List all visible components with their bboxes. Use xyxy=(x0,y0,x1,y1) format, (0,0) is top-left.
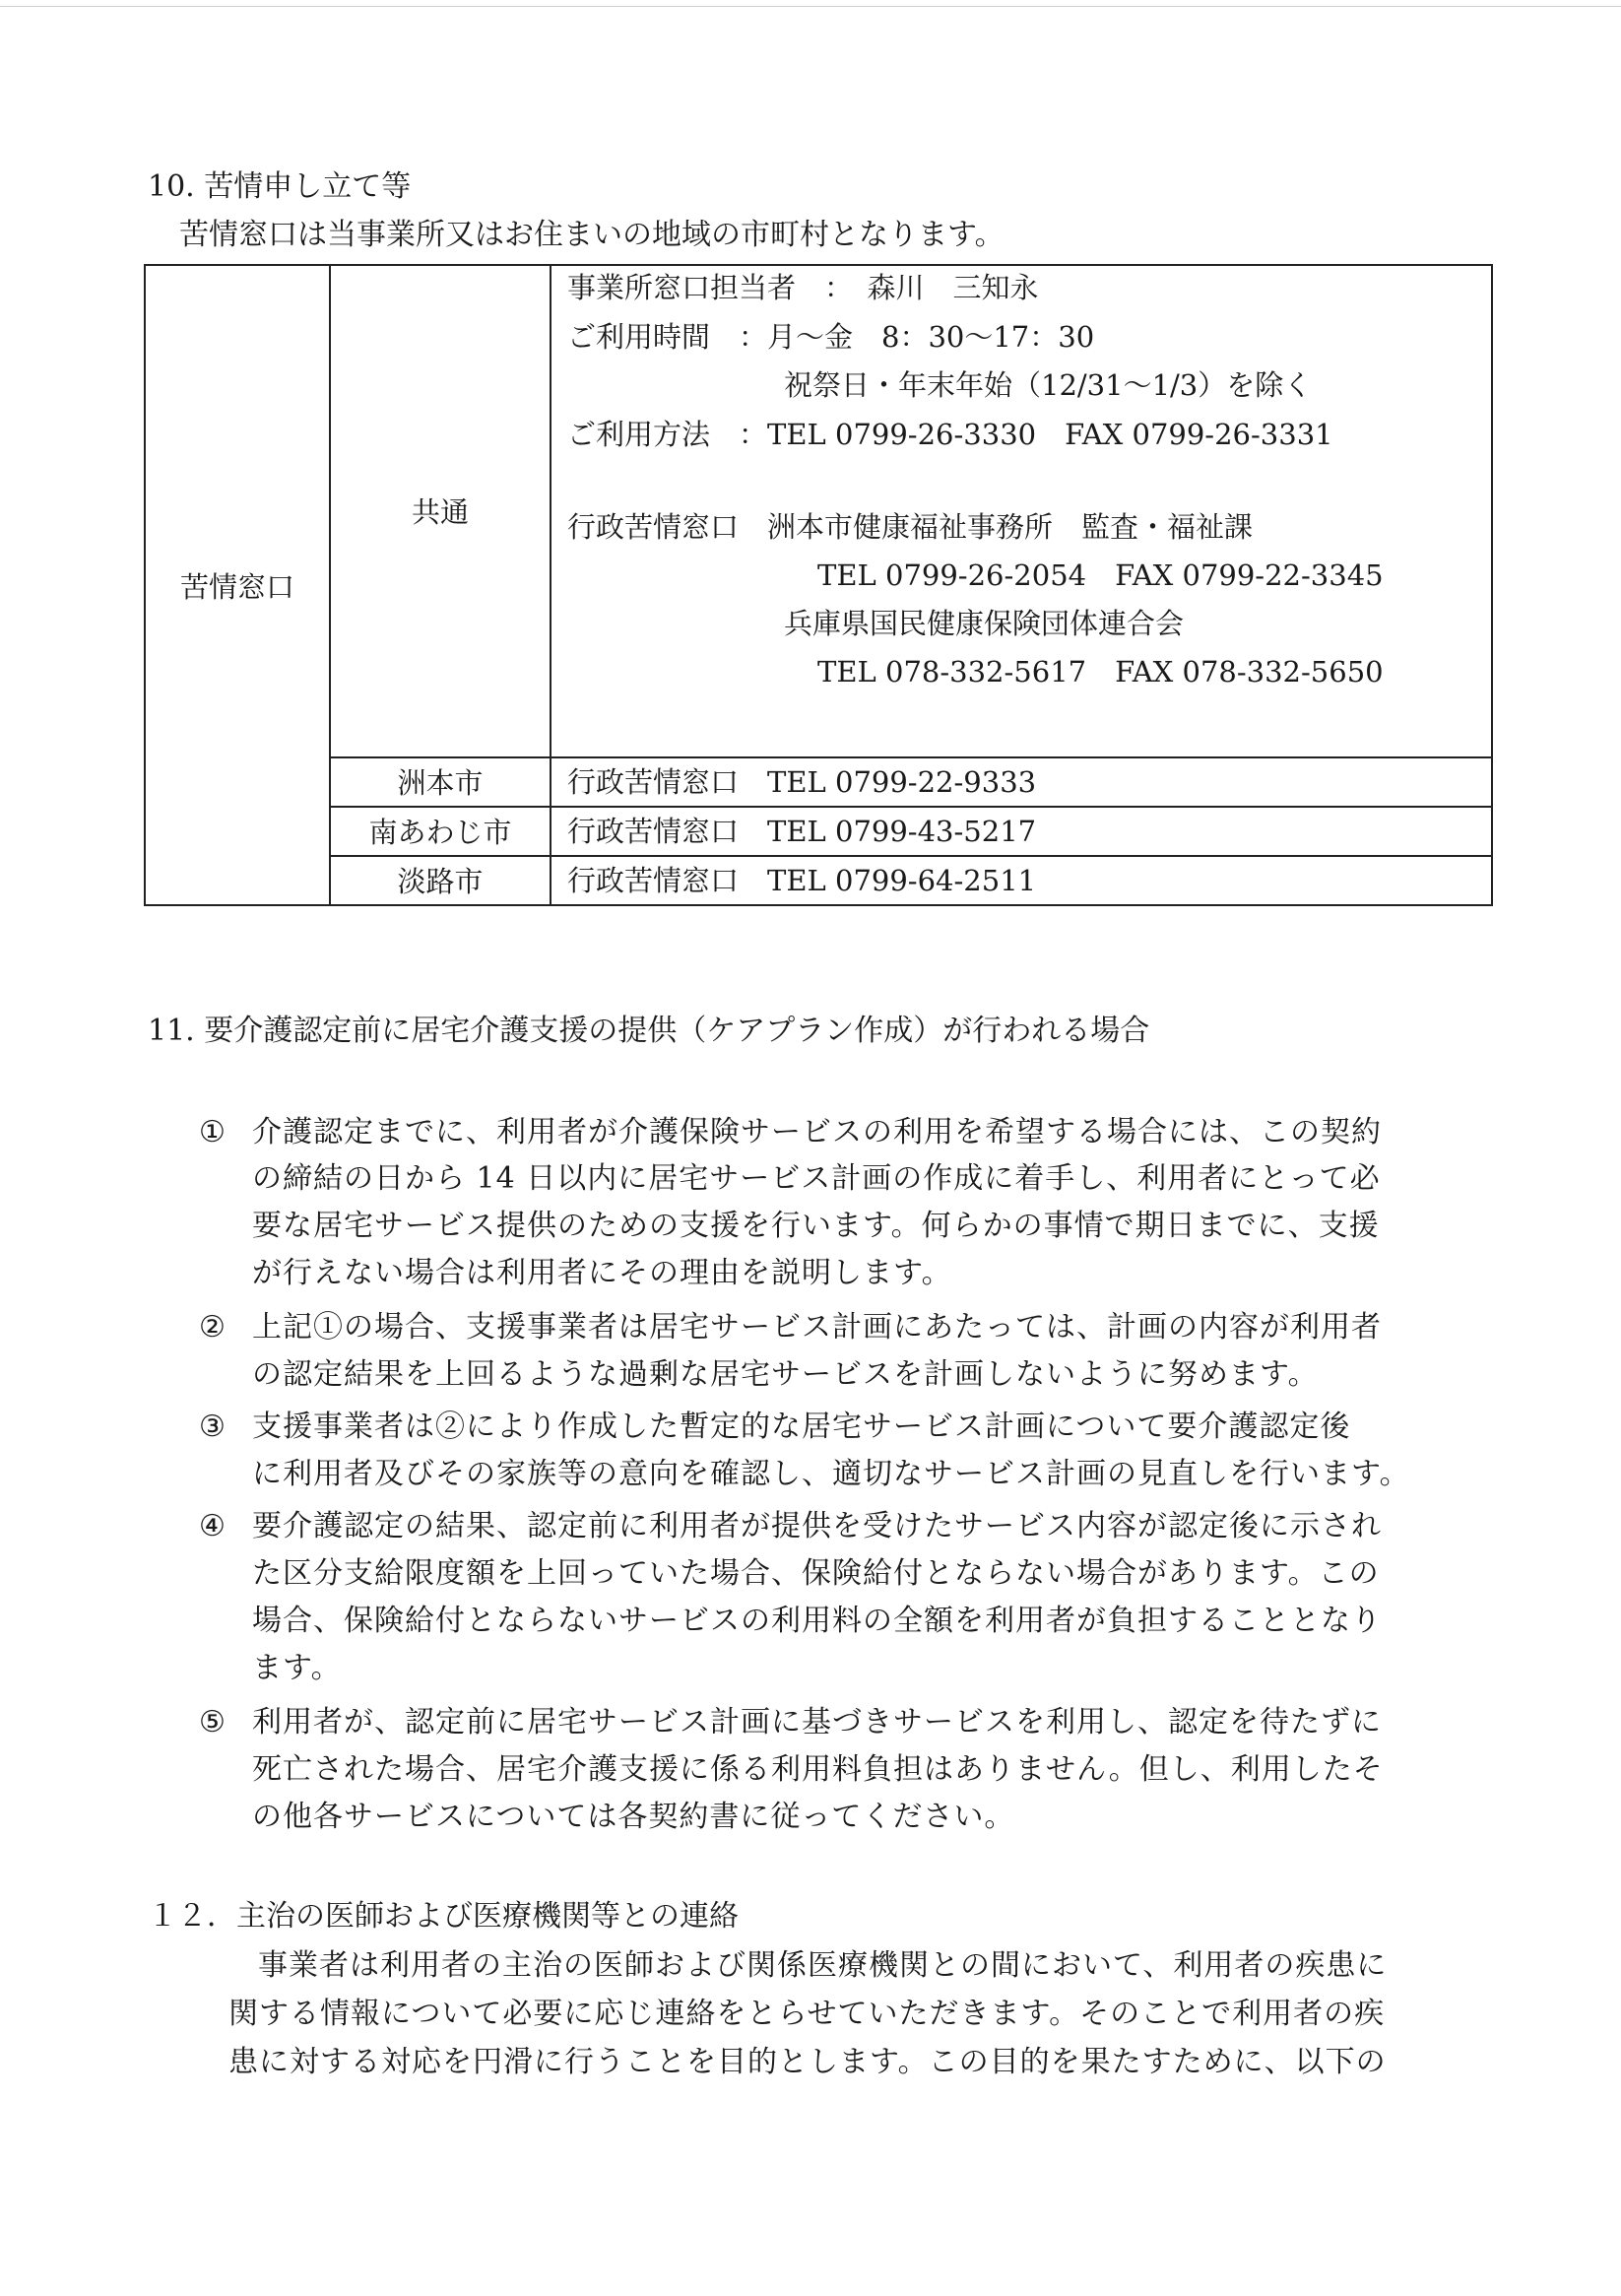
item-5-line: 利用者が、認定前に居宅サービス計画に基づきサービスを利用し、認定を待たずに xyxy=(252,1705,1382,1739)
item-4-line: 要介護認定の結果、認定前に利用者が提供を受けたサービス内容が認定後に示され xyxy=(252,1509,1382,1543)
section-10-heading: 10. 苦情申し立て等 xyxy=(148,169,412,204)
section-11-heading: 11. 要介護認定前に居宅介護支援の提供（ケアプラン作成）が行われる場合 xyxy=(148,1014,1150,1048)
item-2-line: の認定結果を上回るような過剰な居宅サービスを計画しないように努めます。 xyxy=(252,1357,1319,1392)
item-4-line: ます。 xyxy=(252,1651,342,1685)
page-top-edge xyxy=(0,6,1621,7)
section-12-line: 患に対する対応を円滑に行うことを目的とします。この目的を果たすために、以下の xyxy=(228,2045,1387,2079)
insurance-federation: 兵庫県国民健康保険団体連合会 xyxy=(784,607,1185,640)
section-12-line: 事業者は利用者の主治の医師および関係医療機関との間において、利用者の疾患に xyxy=(258,1948,1388,1983)
item-2-marker: ② xyxy=(199,1310,227,1345)
item-4-marker: ④ xyxy=(199,1509,227,1543)
item-2-line: 上記①の場合、支援事業者は居宅サービス計画にあたっては、計画の内容が利用者 xyxy=(252,1310,1382,1345)
city-awaji-contact: 行政苦情窓口 TEL 0799-64-2511 xyxy=(567,863,1037,897)
common-contact-cell xyxy=(551,265,1492,757)
item-5-line: 死亡された場合、居宅介護支援に係る利用料負担はありません。但し、利用したそ xyxy=(252,1752,1384,1787)
item-4-line: た区分支給限度額を上回っていた場合、保険給付とならない場合があります。この xyxy=(252,1556,1380,1591)
gov-complaint-office: 行政苦情窓口 洲本市健康福祉事務所 監査・福祉課 xyxy=(567,510,1254,544)
item-1-line: 要な居宅サービス提供のための支援を行います。何らかの事情で期日までに、支援 xyxy=(252,1209,1380,1243)
complaint-contact-table xyxy=(144,264,1493,906)
section-10-intro: 苦情窓口は当事業所又はお住まいの地域の市町村となります。 xyxy=(179,218,1005,252)
item-1-line: 介護認定までに、利用者が介護保険サービスの利用を希望する場合には、この契約 xyxy=(252,1115,1382,1149)
item-3-line: に利用者及びその家族等の意向を確認し、適切なサービス計画の見直しを行います。 xyxy=(252,1457,1410,1491)
item-5-marker: ⑤ xyxy=(199,1705,227,1739)
city-sumoto-contact-cell xyxy=(551,757,1492,807)
section-12-line: 関する情報について必要に応じ連絡をとらせていただきます。そのことで利用者の疾 xyxy=(228,1997,1386,2031)
city-sumoto: 洲本市 xyxy=(330,757,551,807)
item-3-line: 支援事業者は②により作成した暫定的な居宅サービス計画について要介護認定後 xyxy=(252,1410,1351,1444)
city-minamiawaji-contact: 行政苦情窓口 TEL 0799-43-5217 xyxy=(567,814,1037,848)
office-closed-days: 祝祭日・年末年始（12/31～1/3）を除く xyxy=(784,368,1313,402)
insurance-federation-phone: TEL 078-332-5617 FAX 078-332-5650 xyxy=(817,655,1384,689)
city-minamiawaji-contact-cell xyxy=(551,807,1492,856)
item-1-marker: ① xyxy=(199,1115,227,1149)
city-sumoto-contact: 行政苦情窓口 TEL 0799-22-9333 xyxy=(567,764,1037,799)
city-minamiawaji: 南あわじ市 xyxy=(330,807,551,856)
common-label-cell: 共通 xyxy=(330,265,551,757)
office-contact-person: 事業所窓口担当者 ： 森川 三知永 xyxy=(567,271,1039,304)
section-12-heading: １２．主治の医師および医療機関等との連絡 xyxy=(148,1899,739,1934)
category-cell: 苦情窓口 xyxy=(145,265,330,905)
item-4-line: 場合、保険給付とならないサービスの利用料の全額を利用者が負担することとなり xyxy=(252,1604,1382,1638)
item-5-line: の他各サービスについては各契約書に従ってください。 xyxy=(252,1800,1015,1834)
office-hours: ご利用時間 ：月～金 8：30～17：30 xyxy=(567,320,1095,354)
item-1-line: の締結の日から 14 日以内に居宅サービス計画の作成に着手し、利用者にとって必 xyxy=(252,1161,1381,1196)
office-phone-fax: ご利用方法 ：TEL 0799-26-3330 FAX 0799-26-3331 xyxy=(567,418,1333,451)
city-awaji-contact-cell xyxy=(551,856,1492,905)
gov-complaint-phone: TEL 0799-26-2054 FAX 0799-22-3345 xyxy=(817,558,1384,592)
city-awaji: 淡路市 xyxy=(330,856,551,905)
item-3-marker: ③ xyxy=(199,1410,227,1444)
item-1-line: が行えない場合は利用者にその理由を説明します。 xyxy=(252,1256,952,1290)
